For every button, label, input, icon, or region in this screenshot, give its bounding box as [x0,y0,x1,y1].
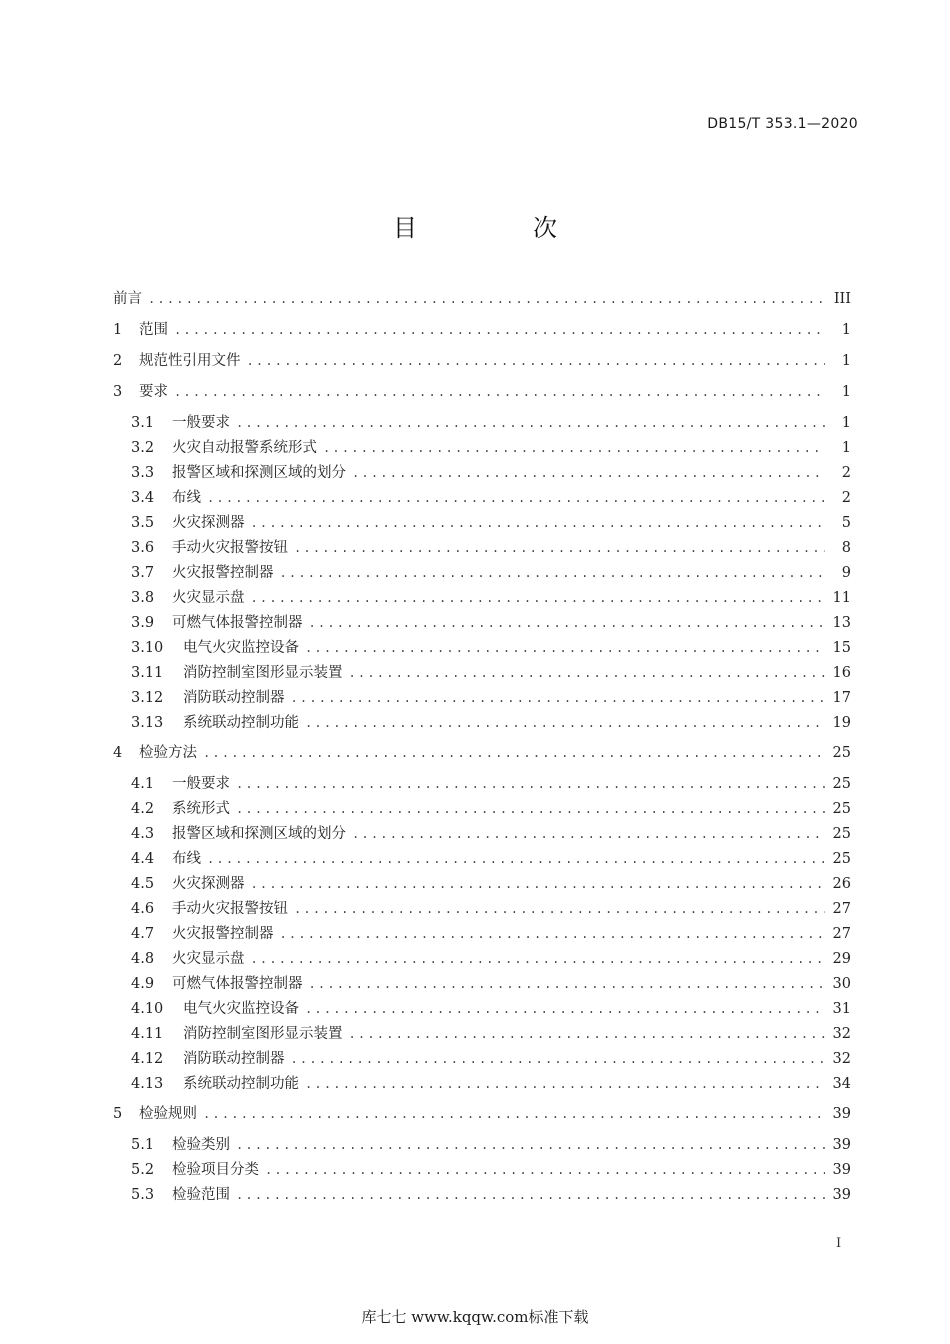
toc-entry-title: 可燃气体报警控制器 [172,976,303,992]
toc-entry[interactable] [131,412,851,434]
toc-entry-number: 4 [113,745,123,761]
standard-code: DB15/T 353.1—2020 [707,116,858,132]
toc-leader-dots [323,437,825,459]
toc-entry-title: 一般要求 [172,776,230,792]
toc-leader-dots [305,998,825,1020]
toc-entry-page: 27 [832,901,851,917]
toc-entry-title: 布线 [172,851,201,867]
toc-entry-number: 3.4 [131,490,155,506]
toc-entry-number: 3.9 [131,615,155,631]
toc-entry-page: 39 [832,1137,851,1153]
toc-entry[interactable] [113,742,851,764]
toc-entry[interactable] [131,462,851,484]
toc-entry-number: 3.8 [131,590,155,606]
toc-entry[interactable] [113,381,851,403]
toc-leader-dots [251,512,826,534]
toc-entry-page: 15 [832,640,851,656]
toc-entry-page: 25 [832,851,851,867]
toc-entry[interactable] [131,512,851,534]
toc-entry[interactable] [113,1103,851,1125]
toc-entry[interactable] [131,1023,851,1045]
toc-entry-page: 1 [841,415,851,431]
toc-entry-title: 规范性引用文件 [139,353,241,369]
toc-entry-page: 29 [832,951,851,967]
toc-entry-number: 5.3 [131,1187,155,1203]
toc-entry-number: 3 [113,384,123,400]
toc-leader-dots [305,1073,825,1095]
toc-entry-number: 4.4 [131,851,155,867]
toc-leader-dots [203,1103,825,1125]
toc-leader-dots [236,1134,825,1156]
toc-entry[interactable] [131,562,851,584]
toc-entry-title: 电气火灾监控设备 [183,1001,299,1017]
toc-entry-title: 前言 [113,291,142,307]
toc-leader-dots [291,1048,825,1070]
toc-entry-number: 3.2 [131,440,155,456]
toc-entry-number: 3.3 [131,465,155,481]
toc-entry-title: 火灾显示盘 [172,590,245,606]
toc-entry[interactable] [131,637,851,659]
toc-leader-dots [294,898,825,920]
toc-entry-number: 4.2 [131,801,155,817]
toc-entry-page: 34 [832,1076,851,1092]
toc-leader-dots [247,350,826,372]
toc-leader-dots [349,662,825,684]
toc-entry-page: 16 [832,665,851,681]
toc-entry-page: 2 [841,490,851,506]
toc-leader-dots [251,948,825,970]
toc-entry-page: 32 [832,1026,851,1042]
toc-entry[interactable] [131,1048,851,1070]
toc-entry[interactable] [131,923,851,945]
toc-entry-title: 布线 [172,490,201,506]
toc-entry-number: 5.2 [131,1162,155,1178]
toc-leader-dots [203,742,825,764]
toc-entry-number: 4.9 [131,976,155,992]
toc-entry-page: 17 [832,690,851,706]
toc-entry-title: 系统联动控制功能 [183,1076,299,1092]
toc-leader-dots [207,848,825,870]
toc-leader-dots [251,587,825,609]
toc-entry-number: 3.6 [131,540,155,556]
toc-entry[interactable] [131,1159,851,1181]
toc-entry[interactable] [131,687,851,709]
toc-leader-dots [309,612,825,634]
toc-entry-number: 3.13 [131,715,164,731]
toc-entry-number: 4.13 [131,1076,164,1092]
page-title: 目 次 [393,214,603,242]
toc-entry-page: 31 [832,1001,851,1017]
toc-entry-number: 3.11 [131,665,164,681]
toc-entry-number: 3.1 [131,415,155,431]
toc-leader-dots [236,1184,825,1206]
toc-entry[interactable] [131,973,851,995]
toc-entry-page: 39 [832,1106,851,1122]
toc-entry-page: 1 [841,440,851,456]
toc-entry-page: 27 [832,926,851,942]
toc-entry[interactable] [113,319,851,341]
toc-entry-number: 4.12 [131,1051,164,1067]
toc-entry-page: 25 [832,776,851,792]
toc-entry-number: 3.10 [131,640,164,656]
toc-entry-number: 4.10 [131,1001,164,1017]
toc-leader-dots [280,562,826,584]
toc-entry-page: 1 [841,322,851,338]
toc-entry-title: 报警区域和探测区域的划分 [172,465,346,481]
toc-entry-number: 4.1 [131,776,155,792]
toc-entry-number: 5.1 [131,1137,155,1153]
toc-entry-number: 4.11 [131,1026,164,1042]
toc-entry-title: 检验类别 [172,1137,230,1153]
toc-leader-dots [236,412,825,434]
toc-leader-dots [349,1023,825,1045]
toc-entry-title: 可燃气体报警控制器 [172,615,303,631]
toc-entry-title: 系统形式 [172,801,230,817]
toc-entry-title: 消防控制室图形显示装置 [183,1026,343,1042]
toc-entry-title: 范围 [139,322,168,338]
toc-leader-dots [174,319,825,341]
toc-entry[interactable] [131,437,851,459]
page-number: I [836,1236,842,1251]
toc-entry[interactable] [131,873,851,895]
toc-entry-page: 32 [832,1051,851,1067]
toc-entry-title: 火灾报警控制器 [172,926,274,942]
toc-entry-title: 检验方法 [139,745,197,761]
toc-entry-title: 系统联动控制功能 [183,715,299,731]
toc-entry[interactable] [131,823,851,845]
toc-entry-page: 11 [832,590,851,606]
toc-entry-title: 消防控制室图形显示装置 [183,665,343,681]
toc-entry[interactable] [131,612,851,634]
toc-entry[interactable] [131,773,851,795]
toc-entry[interactable] [131,487,851,509]
toc-entry-number: 4.8 [131,951,155,967]
toc-entry-page: 13 [832,615,851,631]
toc-entry-number: 2 [113,353,123,369]
toc-leader-dots [236,773,825,795]
toc-leader-dots [265,1159,825,1181]
toc-leader-dots [309,973,825,995]
toc-leader-dots [305,712,825,734]
toc-entry-page: 25 [832,801,851,817]
toc-entry-title: 消防联动控制器 [183,1051,285,1067]
toc-entry-number: 4.7 [131,926,155,942]
toc-leader-dots [207,487,825,509]
toc-entry[interactable] [131,587,851,609]
toc-entry[interactable] [131,848,851,870]
toc-entry-number: 3.12 [131,690,164,706]
toc-entry-title: 检验范围 [172,1187,230,1203]
toc-entry-page: 1 [841,384,851,400]
toc-entry-title: 一般要求 [172,415,230,431]
toc-leader-dots [251,873,825,895]
toc-entry-page: 26 [832,876,851,892]
toc-entry-page: 25 [832,826,851,842]
toc-entry-title: 火灾探测器 [172,876,245,892]
toc-entry[interactable] [131,712,851,734]
toc-entry-title: 火灾探测器 [172,515,245,531]
toc-entry-title: 火灾显示盘 [172,951,245,967]
toc-entry[interactable] [113,288,851,310]
toc-entry[interactable] [131,998,851,1020]
toc-entry-page: 8 [841,540,851,556]
toc-entry-title: 消防联动控制器 [183,690,285,706]
toc-entry[interactable] [131,1073,851,1095]
toc-entry[interactable] [131,948,851,970]
toc-leader-dots [174,381,825,403]
toc-entry[interactable] [113,350,851,372]
toc-leader-dots [352,823,825,845]
toc-entry-page: 25 [832,745,851,761]
toc-entry-page: 39 [832,1162,851,1178]
toc-entry-title: 电气火灾监控设备 [183,640,299,656]
toc-entry-page: 5 [841,515,851,531]
toc-entry-number: 4.5 [131,876,155,892]
toc-entry[interactable] [131,898,851,920]
toc-entry-page: 9 [841,565,851,581]
toc-entry-number: 3.7 [131,565,155,581]
toc-entry-page: 19 [832,715,851,731]
toc-leader-dots [236,798,825,820]
toc-entry-title: 报警区域和探测区域的划分 [172,826,346,842]
toc-entry-number: 4.3 [131,826,155,842]
toc-entry-title: 检验规则 [139,1106,197,1122]
toc-leader-dots [291,687,825,709]
toc-entry-number: 3.5 [131,515,155,531]
toc-entry[interactable] [131,1134,851,1156]
toc-entry-page: 39 [832,1187,851,1203]
toc-entry[interactable] [131,662,851,684]
toc-leader-dots [280,923,825,945]
toc-entry-number: 5 [113,1106,123,1122]
toc-entry-page: 2 [841,465,851,481]
toc-entry-page: III [833,291,851,307]
toc-leader-dots [352,462,825,484]
toc-entry-page: 30 [832,976,851,992]
toc-leader-dots [305,637,825,659]
toc-entry-number: 4.6 [131,901,155,917]
toc-entry[interactable] [131,1184,851,1206]
toc-entry-title: 手动火灾报警按钮 [172,540,288,556]
toc-leader-dots [148,288,825,310]
toc-entry-title: 要求 [139,384,168,400]
toc-entry-page: 1 [841,353,851,369]
toc-entry-title: 火灾自动报警系统形式 [172,440,317,456]
toc-entry-title: 火灾报警控制器 [172,565,274,581]
toc-leader-dots [294,537,825,559]
watermark: 库七七 www.kqqw.com标准下载 [361,1308,589,1326]
toc-entry-title: 检验项目分类 [172,1162,259,1178]
toc-entry-number: 1 [113,322,123,338]
toc-entry-title: 手动火灾报警按钮 [172,901,288,917]
toc-entry[interactable] [131,798,851,820]
toc-entry[interactable] [131,537,851,559]
